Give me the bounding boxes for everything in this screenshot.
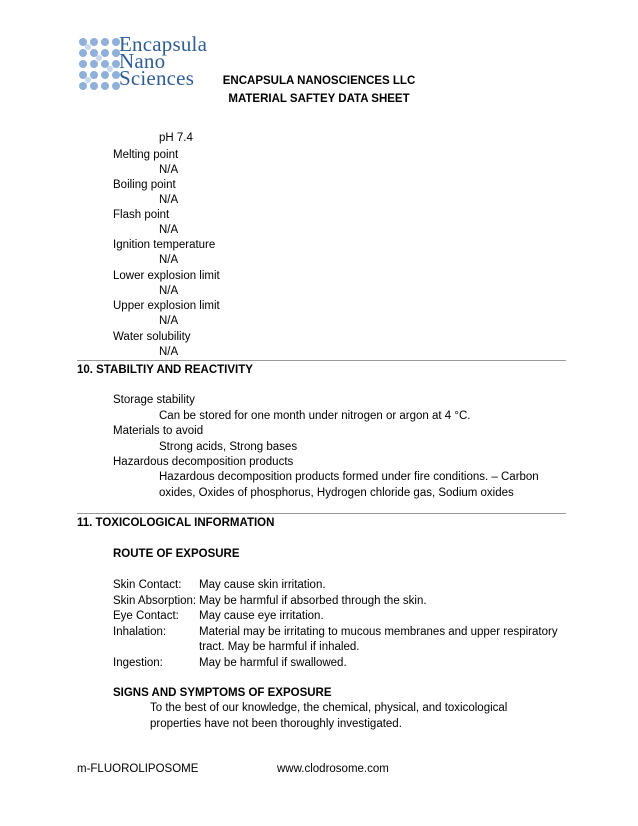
footer-website: www.clodrosome.com — [277, 763, 389, 775]
section-10-heading: 10. STABILTIY AND REACTIVITY — [77, 364, 253, 376]
property-label: Upper explosion limit — [113, 300, 220, 312]
property-value: N/A — [159, 194, 179, 206]
section-divider — [77, 360, 566, 361]
ph-value: pH 7.4 — [159, 132, 193, 144]
property-label: Water solubility — [113, 331, 191, 343]
inhalation-label: Inhalation: — [113, 626, 167, 638]
section-divider — [77, 513, 566, 514]
section-11-heading: 11. TOXICOLOGICAL INFORMATION — [77, 517, 275, 529]
route-of-exposure-heading: ROUTE OF EXPOSURE — [113, 548, 240, 560]
logo-line-1: Encapsula — [119, 32, 208, 56]
property-value: N/A — [159, 315, 179, 327]
ingestion-label: Ingestion: — [113, 657, 163, 669]
property-value: N/A — [159, 224, 179, 236]
inhalation-value: Material may be irritating to mucous membranes and upper respiratory — [199, 626, 558, 638]
inhalation-value: tract. May be harmful if inhaled. — [199, 641, 360, 653]
property-label: Boiling point — [113, 179, 176, 191]
property-label: Ignition temperature — [113, 239, 216, 251]
materials-to-avoid-value: Strong acids, Strong bases — [159, 441, 298, 453]
decomposition-value: Hazardous decomposition products formed under fire conditions. – Carbon — [159, 471, 539, 483]
property-label: Lower explosion limit — [113, 270, 220, 282]
property-label: Flash point — [113, 209, 170, 221]
logo-line-3: Sciences — [119, 66, 195, 90]
property-value: N/A — [159, 346, 179, 358]
decomposition-label: Hazardous decomposition products — [113, 456, 294, 468]
storage-stability-label: Storage stability — [113, 394, 195, 406]
footer-product-name: m-FLUOROLIPOSOME — [77, 763, 199, 775]
skin-absorption-label: Skin Absorption: — [113, 595, 197, 607]
company-name: ENCAPSULA NANOSCIENCES LLC — [222, 75, 416, 87]
ingestion-value: May be harmful if swallowed. — [199, 657, 347, 669]
skin-contact-value: May cause skin irritation. — [199, 579, 326, 591]
logo-line-2: Nano — [119, 49, 166, 73]
property-value: N/A — [159, 164, 179, 176]
signs-symptoms-heading: SIGNS AND SYMPTOMS OF EXPOSURE — [113, 687, 332, 699]
skin-contact-label: Skin Contact: — [113, 579, 182, 591]
eye-contact-label: Eye Contact: — [113, 610, 179, 622]
materials-to-avoid-label: Materials to avoid — [113, 425, 204, 437]
signs-symptoms-text: To the best of our knowledge, the chemical, physical, and toxicological — [150, 702, 508, 714]
eye-contact-value: May cause eye irritation. — [199, 610, 324, 622]
document-title: MATERIAL SAFTEY DATA SHEET — [228, 93, 410, 105]
storage-stability-value: Can be stored for one month under nitrogen or argon at 4 °C. — [159, 410, 471, 422]
skin-absorption-value: May be harmful if absorbed through the skin. — [199, 595, 427, 607]
property-value: N/A — [159, 285, 179, 297]
signs-symptoms-text: properties have not been thoroughly investigated. — [150, 718, 402, 730]
property-label: Melting point — [113, 149, 179, 161]
property-value: N/A — [159, 254, 179, 266]
decomposition-value: oxides, Oxides of phosphorus, Hydrogen chloride gas, Sodium oxides — [159, 487, 514, 499]
